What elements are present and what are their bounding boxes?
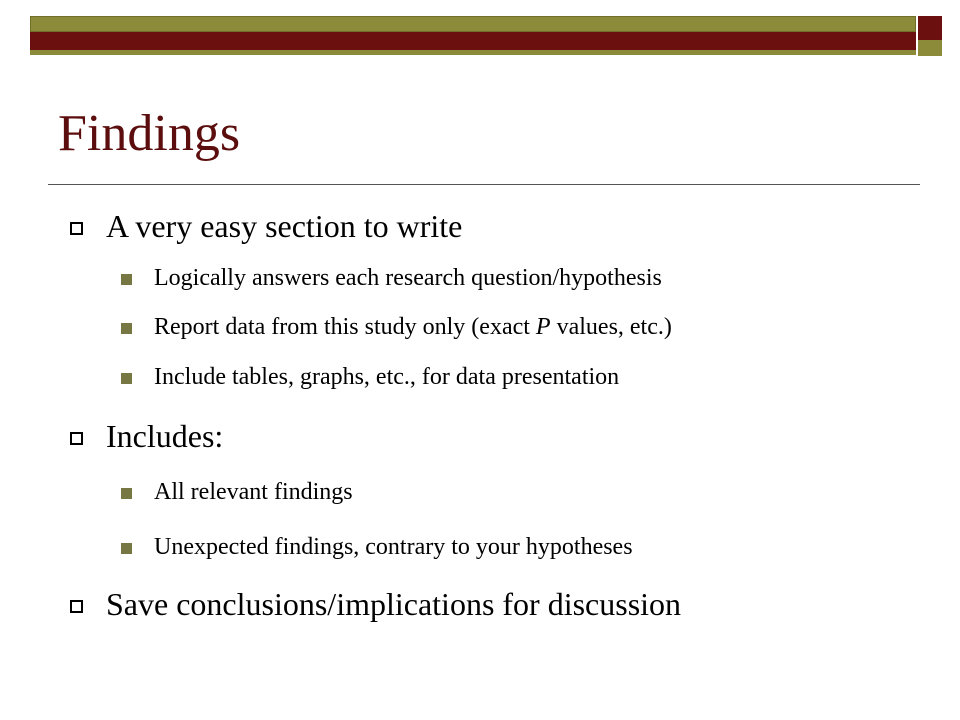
report-data-text: Report data from this study only (exact [154,314,536,340]
report-data-tail: values, etc.) [550,314,672,340]
p-symbol: P [535,314,551,340]
bullet-includes: Includes: [106,418,224,454]
square-bullet-icon [121,323,132,334]
header-bar-olive-bottom [30,50,916,55]
square-bullet-icon [121,543,132,554]
header-bar-maroon [30,32,916,50]
sub-bullet-answers: Logically answers each research question/hypothesis [154,265,662,291]
header-bar-olive-top [30,16,916,32]
slide-title: Findings [58,105,241,162]
box-bullet-icon [70,432,83,445]
sub-bullet-report-data [154,314,672,341]
square-bullet-icon [121,373,132,384]
box-bullet-icon [70,600,83,613]
square-bullet-icon [121,274,132,285]
header-square-maroon [918,16,942,40]
sub-bullet-tables: Include tables, graphs, etc., for data presentation [154,364,620,390]
sub-bullet-relevant: All relevant findings [154,479,353,505]
bullet-save-conclusions: Save conclusions/implications for discussion [106,586,682,622]
bullet-easy-section: A very easy section to write [106,208,463,244]
title-divider [48,184,920,185]
box-bullet-icon [70,222,83,235]
header-square-olive [918,40,942,56]
sub-bullet-unexpected: Unexpected findings, contrary to your hypotheses [154,534,633,560]
square-bullet-icon [121,488,132,499]
